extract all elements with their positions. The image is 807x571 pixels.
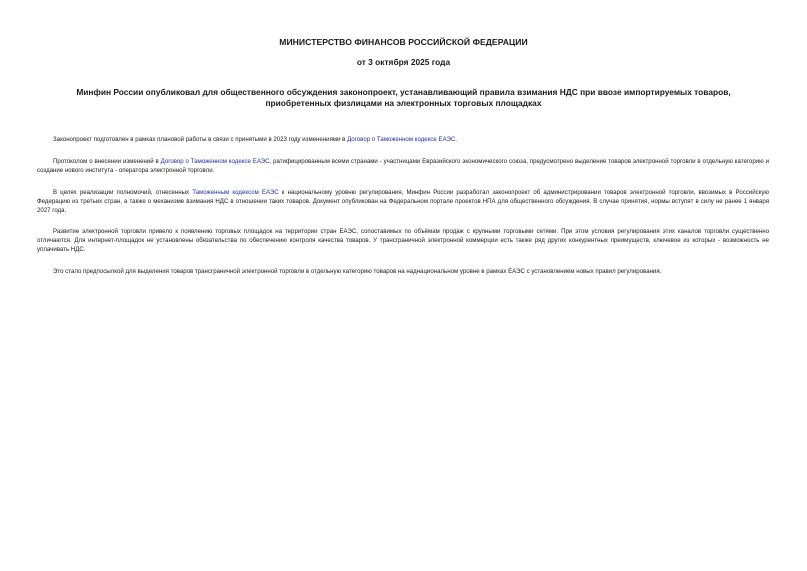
paragraph-2-text-after: , ратифицированным всеми странами - участницами Евразийского экономического союза, предусмотрено выделение товаров электронной торговли в отдельную категорию и создание нового института - оператора электронной торговли. — [37, 157, 769, 174]
customs-code-treaty-link[interactable]: Договор о Таможенном кодексе ЕАЭС — [347, 136, 456, 143]
headline-line-2: приобретенных физлицами на электронных торговых площадках — [265, 98, 542, 108]
paragraph-5: Это стало предпосылкой для выделения товаров трансграничной электронной торговли в отдельную категорию товаров на наднациональном уровне в рамках ЕАЭС с установлением новых правил регулирования. — [53, 268, 662, 276]
document-headline — [40, 87, 767, 109]
paragraph-3-text-before: В целях реализации полномочий, отнесенных — [53, 188, 193, 196]
paragraph-3-text-after: к национальному уровню регулирования, Минфин России разработал законопроект об администрировании товаров электронной торговли, ввозимых в Российскую Федерацию из третьих стран, а также о механизме взимания НДС в отношении таких товаров. Документ опубликован на Федеральном портале проектов НПА для общественного обсуждения. В случае принятия, нормы вступят в силу не ранее 1 января 2027 года. — [37, 188, 770, 214]
ministry-title: МИНИСТЕРСТВО ФИНАНСОВ РОССИЙСКОЙ ФЕДЕРАЦИИ — [279, 37, 528, 47]
customs-code-treaty-link-2[interactable]: Договор о Таможенном кодексе ЕАЭС — [160, 157, 270, 165]
paragraph-1 — [37, 136, 769, 145]
document-date: от 3 октября 2025 года — [356, 57, 451, 67]
paragraph-4: Развитие электронной торговли привело к появлению торговых площадок на территории стран ЕАЭС, сопоставимых по объёмам продаж с крупными торговыми сетями. При этом условия регулирования этих каналов торговли существенно отличаются. Для интернет-площадок не установлены обязательства по обеспечению контроля качества товаров. У трансграничной электронной коммерции есть также ряд других конкурентных преимуществ, ключевое из которых - возможность не уплачивать НДС. — [37, 228, 769, 254]
paragraph-2 — [37, 158, 769, 176]
paragraph-3 — [37, 189, 769, 216]
customs-code-link[interactable]: Таможенным кодексом ЕАЭС — [192, 188, 279, 196]
document-body — [37, 136, 769, 277]
headline-line-1: Минфин России опубликовал для общественного обсуждения законопроект, устанавливающий правила взимания НДС при ввозе импортируемых товаров, — [76, 87, 731, 97]
paragraph-2-text-before: Протоколом о внесении изменений в — [53, 157, 161, 165]
paragraph-1-text-before: Законопроект подготовлен в рамках плановой работы в связи с принятыми в 2023 году изменениями в — [53, 136, 348, 143]
paragraph-1-text-after: . — [455, 136, 457, 143]
